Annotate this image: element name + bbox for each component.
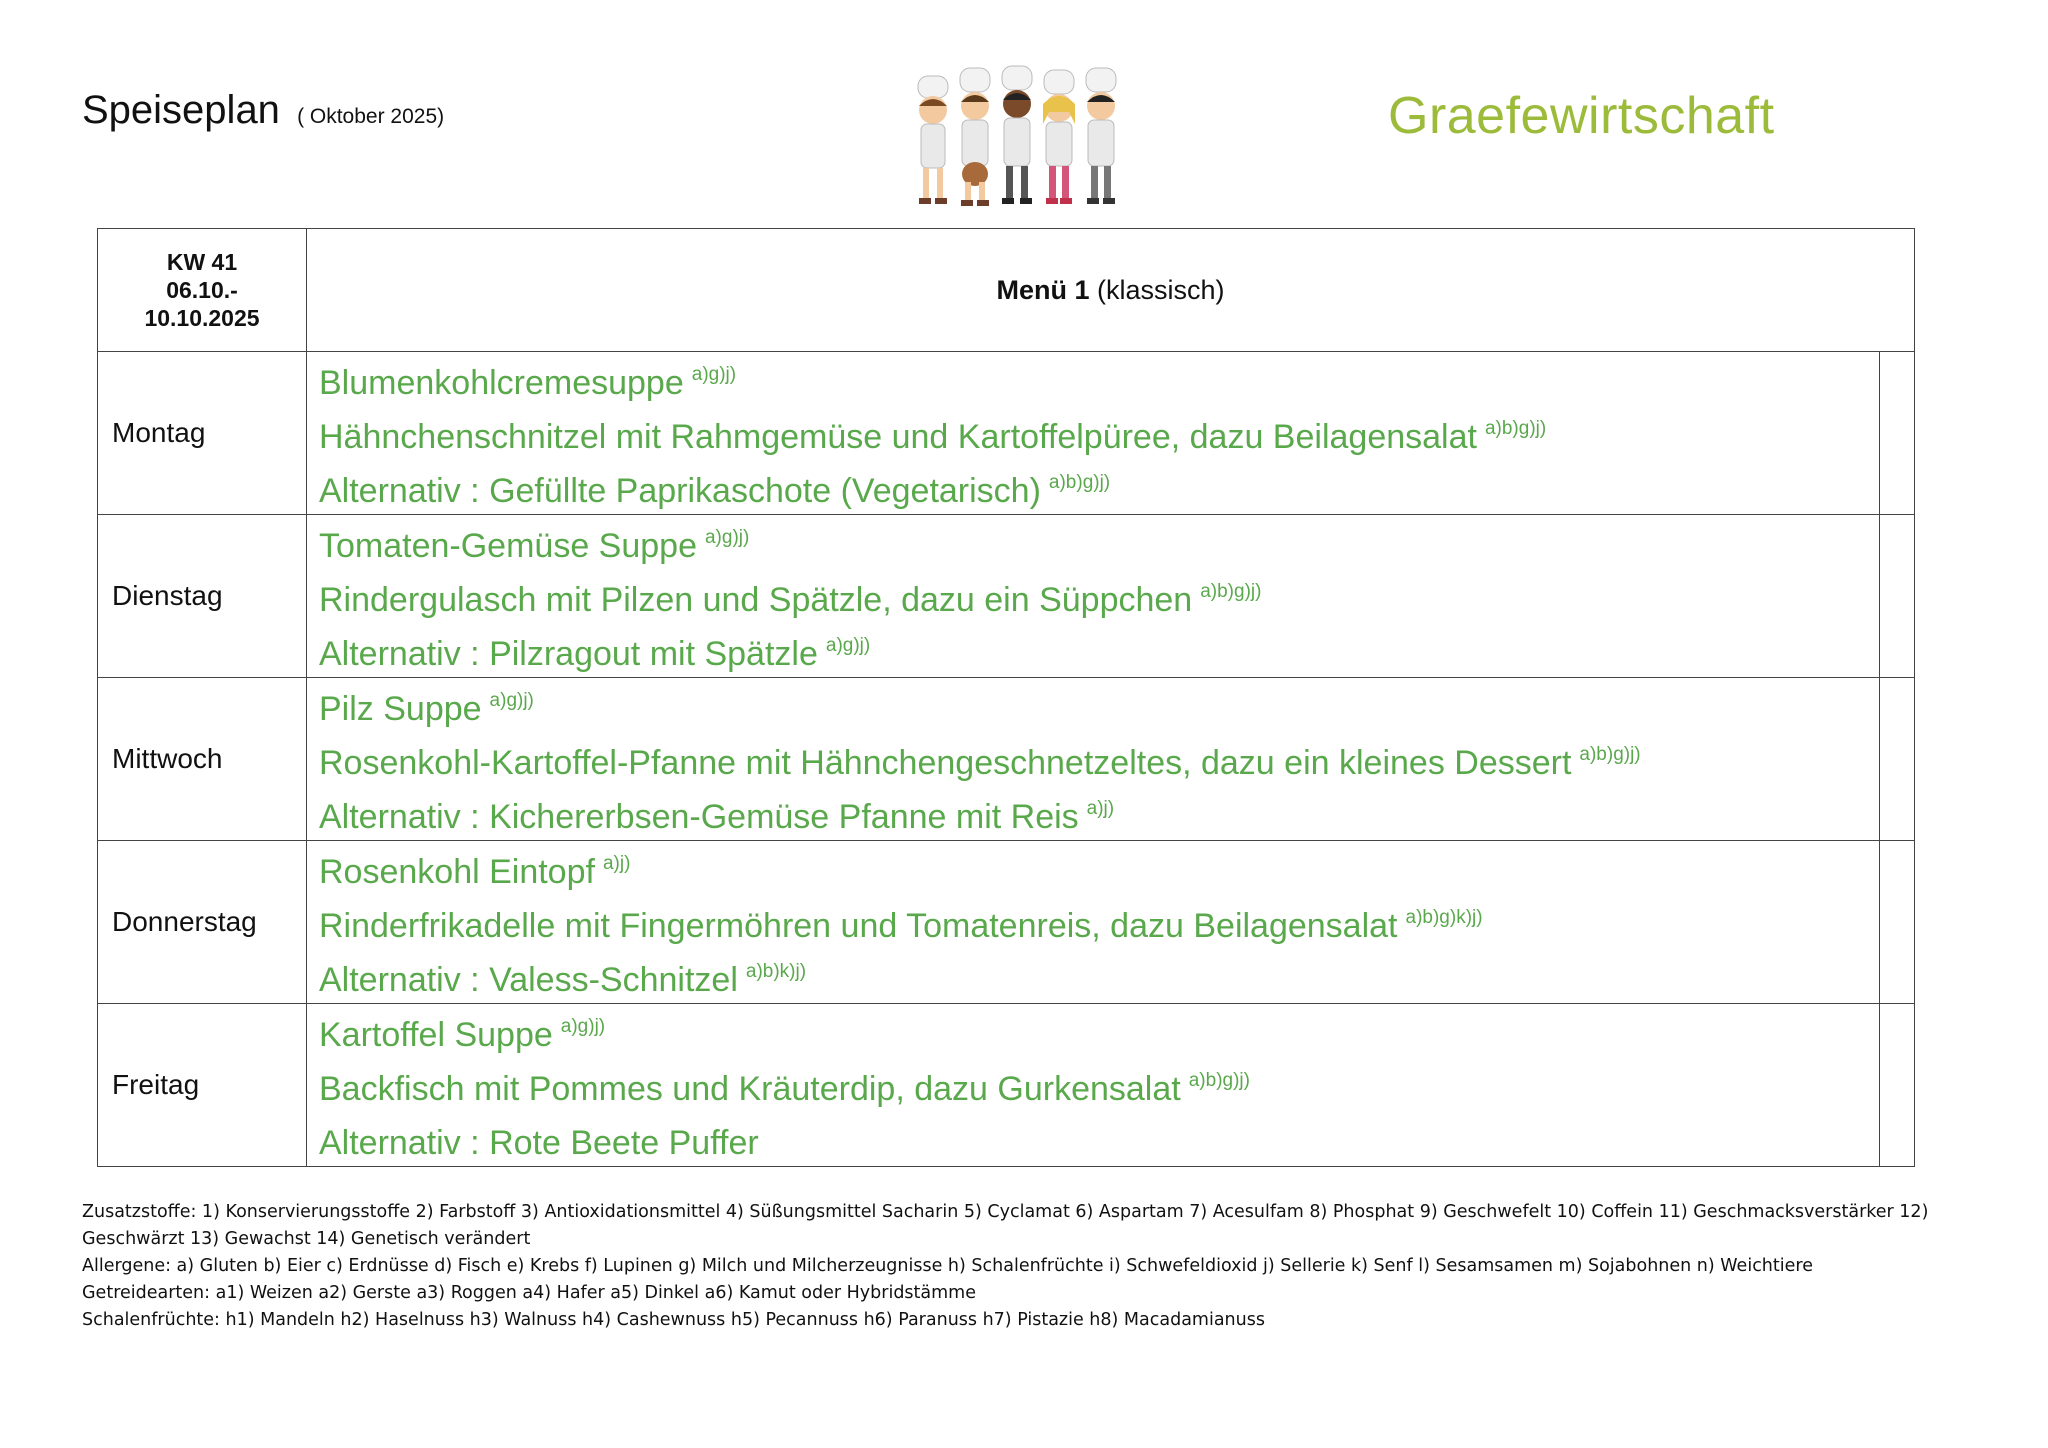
dish-alternative: Alternativ : Valess-Schnitzel $^{a)b)k)j)}$ xyxy=(319,961,807,999)
day-cell: Montag xyxy=(98,352,307,515)
allergen-codes: a)b)g)j) xyxy=(1484,418,1547,439)
week-cell xyxy=(98,229,307,352)
dish-soup: Rosenkohl Eintopf $^{a)j)}$ xyxy=(319,853,631,891)
dish-soup: Tomaten-Gemüse Suppe $^{a)g)j)}$ xyxy=(319,527,750,565)
menu-header xyxy=(307,229,1915,352)
chef-kid-icon xyxy=(1002,66,1032,204)
allergen-codes: a)b)k)j) xyxy=(745,961,807,982)
chef-kid-icon xyxy=(960,68,990,206)
table-row xyxy=(98,678,1915,841)
week-range-end: 10.10.2025 xyxy=(144,305,260,331)
empty-cell xyxy=(1880,515,1915,678)
allergen-codes: a)g)j) xyxy=(489,690,534,711)
legend-allergens: Allergene: a) Gluten b) Eier c) Erdnüsse d) Fisch e) Krebs f) Lupinen g) Milch und Milcherzeugnisse h) Schalenfrüchte i) Schwefeldioxid j) Sellerie k) Senf l) Sesamsamen m) Sojabohnen n) Weichtiere xyxy=(82,1256,1813,1276)
table-row xyxy=(98,841,1915,1004)
dishes-cell xyxy=(307,841,1880,1004)
dish-soup: Kartoffel Suppe $^{a)g)j)}$ xyxy=(319,1016,606,1054)
allergen-codes: a)j) xyxy=(602,853,631,874)
empty-cell xyxy=(1880,678,1915,841)
dish-main: Backfisch mit Pommes und Kräuterdip, dazu Gurkensalat $^{a)b)g)j)}$ xyxy=(319,1070,1250,1108)
empty-cell xyxy=(1880,841,1915,1004)
legend-nuts: Schalenfrüchte: h1) Mandeln h2) Haselnuss h3) Walnuss h4) Cashewnuss h5) Pecannuss h6) Paranuss h7) Pistazie h8) Macadamianuss xyxy=(82,1310,1265,1330)
dish-alternative: Alternativ : Kichererbsen-Gemüse Pfanne mit Reis $^{a)j)}$ xyxy=(319,798,1115,836)
menu-title: Menü 1 xyxy=(996,274,1090,305)
allergen-codes: a)b)g)j) xyxy=(1048,472,1111,493)
dish-alternative: Alternativ : Pilzragout mit Spätzle $^{a)g)j)}$ xyxy=(319,635,871,673)
dish-alternative: Alternativ : Gefüllte Paprikaschote (Vegetarisch) $^{a)b)g)j)}$ xyxy=(319,472,1111,510)
dishes-cell xyxy=(307,515,1880,678)
allergen-codes: a)b)g)j) xyxy=(1200,581,1262,602)
table-row xyxy=(98,352,1915,515)
dish-soup: Pilz Suppe $^{a)g)j)}$ xyxy=(319,690,534,728)
table-header-row xyxy=(98,229,1915,352)
allergen-codes: a)g)j) xyxy=(704,527,750,548)
allergen-codes: a)g)j) xyxy=(560,1016,606,1037)
dish-main: Rinderfrikadelle mit Fingermöhren und Tomatenreis, dazu Beilagensalat $^{a)b)g)k)j)}$ xyxy=(319,907,1483,945)
chef-kid-icon xyxy=(918,76,948,204)
legend-footer xyxy=(82,1199,1972,1334)
week-range-start: 06.10.- xyxy=(166,277,238,303)
allergen-codes: a)j) xyxy=(1086,798,1115,819)
chef-kid-icon xyxy=(1086,68,1116,204)
title-month: ( Oktober 2025) xyxy=(297,105,445,128)
chef-kids-logo xyxy=(910,62,1128,210)
day-cell: Dienstag xyxy=(98,515,307,678)
brand-name: Graefewirtschaft xyxy=(1388,87,1775,145)
dish-main: Rosenkohl-Kartoffel-Pfanne mit Hähnchengeschnetzeltes, dazu ein kleines Dessert $^{a)b)g)j)}$ xyxy=(319,744,1641,782)
dish-soup: Blumenkohlcremesuppe $^{a)g)j)}$ xyxy=(319,364,737,402)
week-number: KW 41 xyxy=(166,249,238,275)
allergen-codes: a)g)j) xyxy=(825,635,871,656)
menu-type: (klassisch) xyxy=(1097,274,1225,305)
allergen-codes: a)b)g)j) xyxy=(1579,744,1641,765)
empty-cell xyxy=(1880,352,1915,515)
title-text: Speiseplan xyxy=(82,88,280,132)
allergen-codes: a)b)g)j) xyxy=(1188,1070,1250,1091)
day-cell: Mittwoch xyxy=(98,678,307,841)
allergen-codes: a)b)g)k)j) xyxy=(1405,907,1483,928)
empty-cell xyxy=(1880,1004,1915,1167)
legend-additives: Zusatzstoffe: 1) Konservierungsstoffe 2) Farbstoff 3) Antioxidationsmittel 4) Süßungsmittel Sacharin 5) Cyclamat 6) Aspartam 7) Acesulfam 8) Phosphat 9) Geschwefelt 10) Coffein 11) Geschmacksverstärker 12) Geschwärzt 13) Gewachst 14) Genetisch verändert xyxy=(82,1202,1929,1249)
day-cell: Donnerstag xyxy=(98,841,307,1004)
dishes-cell xyxy=(307,1004,1880,1167)
day-cell: Freitag xyxy=(98,1004,307,1167)
chef-kid-icon xyxy=(1043,70,1075,204)
dishes-cell xyxy=(307,678,1880,841)
menu-table xyxy=(97,228,1915,1167)
dish-alternative: Alternativ : Rote Beete Puffer xyxy=(319,1124,759,1162)
allergen-codes: a)g)j) xyxy=(691,364,737,385)
dish-main: Rindergulasch mit Pilzen und Spätzle, dazu ein Süppchen $^{a)b)g)j)}$ xyxy=(319,581,1262,619)
table-row xyxy=(98,515,1915,678)
dish-main: Hähnchenschnitzel mit Rahmgemüse und Kartoffelpüree, dazu Beilagensalat $^{a)b)g)j)}$ xyxy=(319,418,1547,456)
page-title xyxy=(82,88,444,133)
table-row xyxy=(98,1004,1915,1167)
dishes-cell xyxy=(307,352,1880,515)
legend-grains: Getreidearten: a1) Weizen a2) Gerste a3) Roggen a4) Hafer a5) Dinkel a6) Kamut oder Hybridstämme xyxy=(82,1283,976,1303)
